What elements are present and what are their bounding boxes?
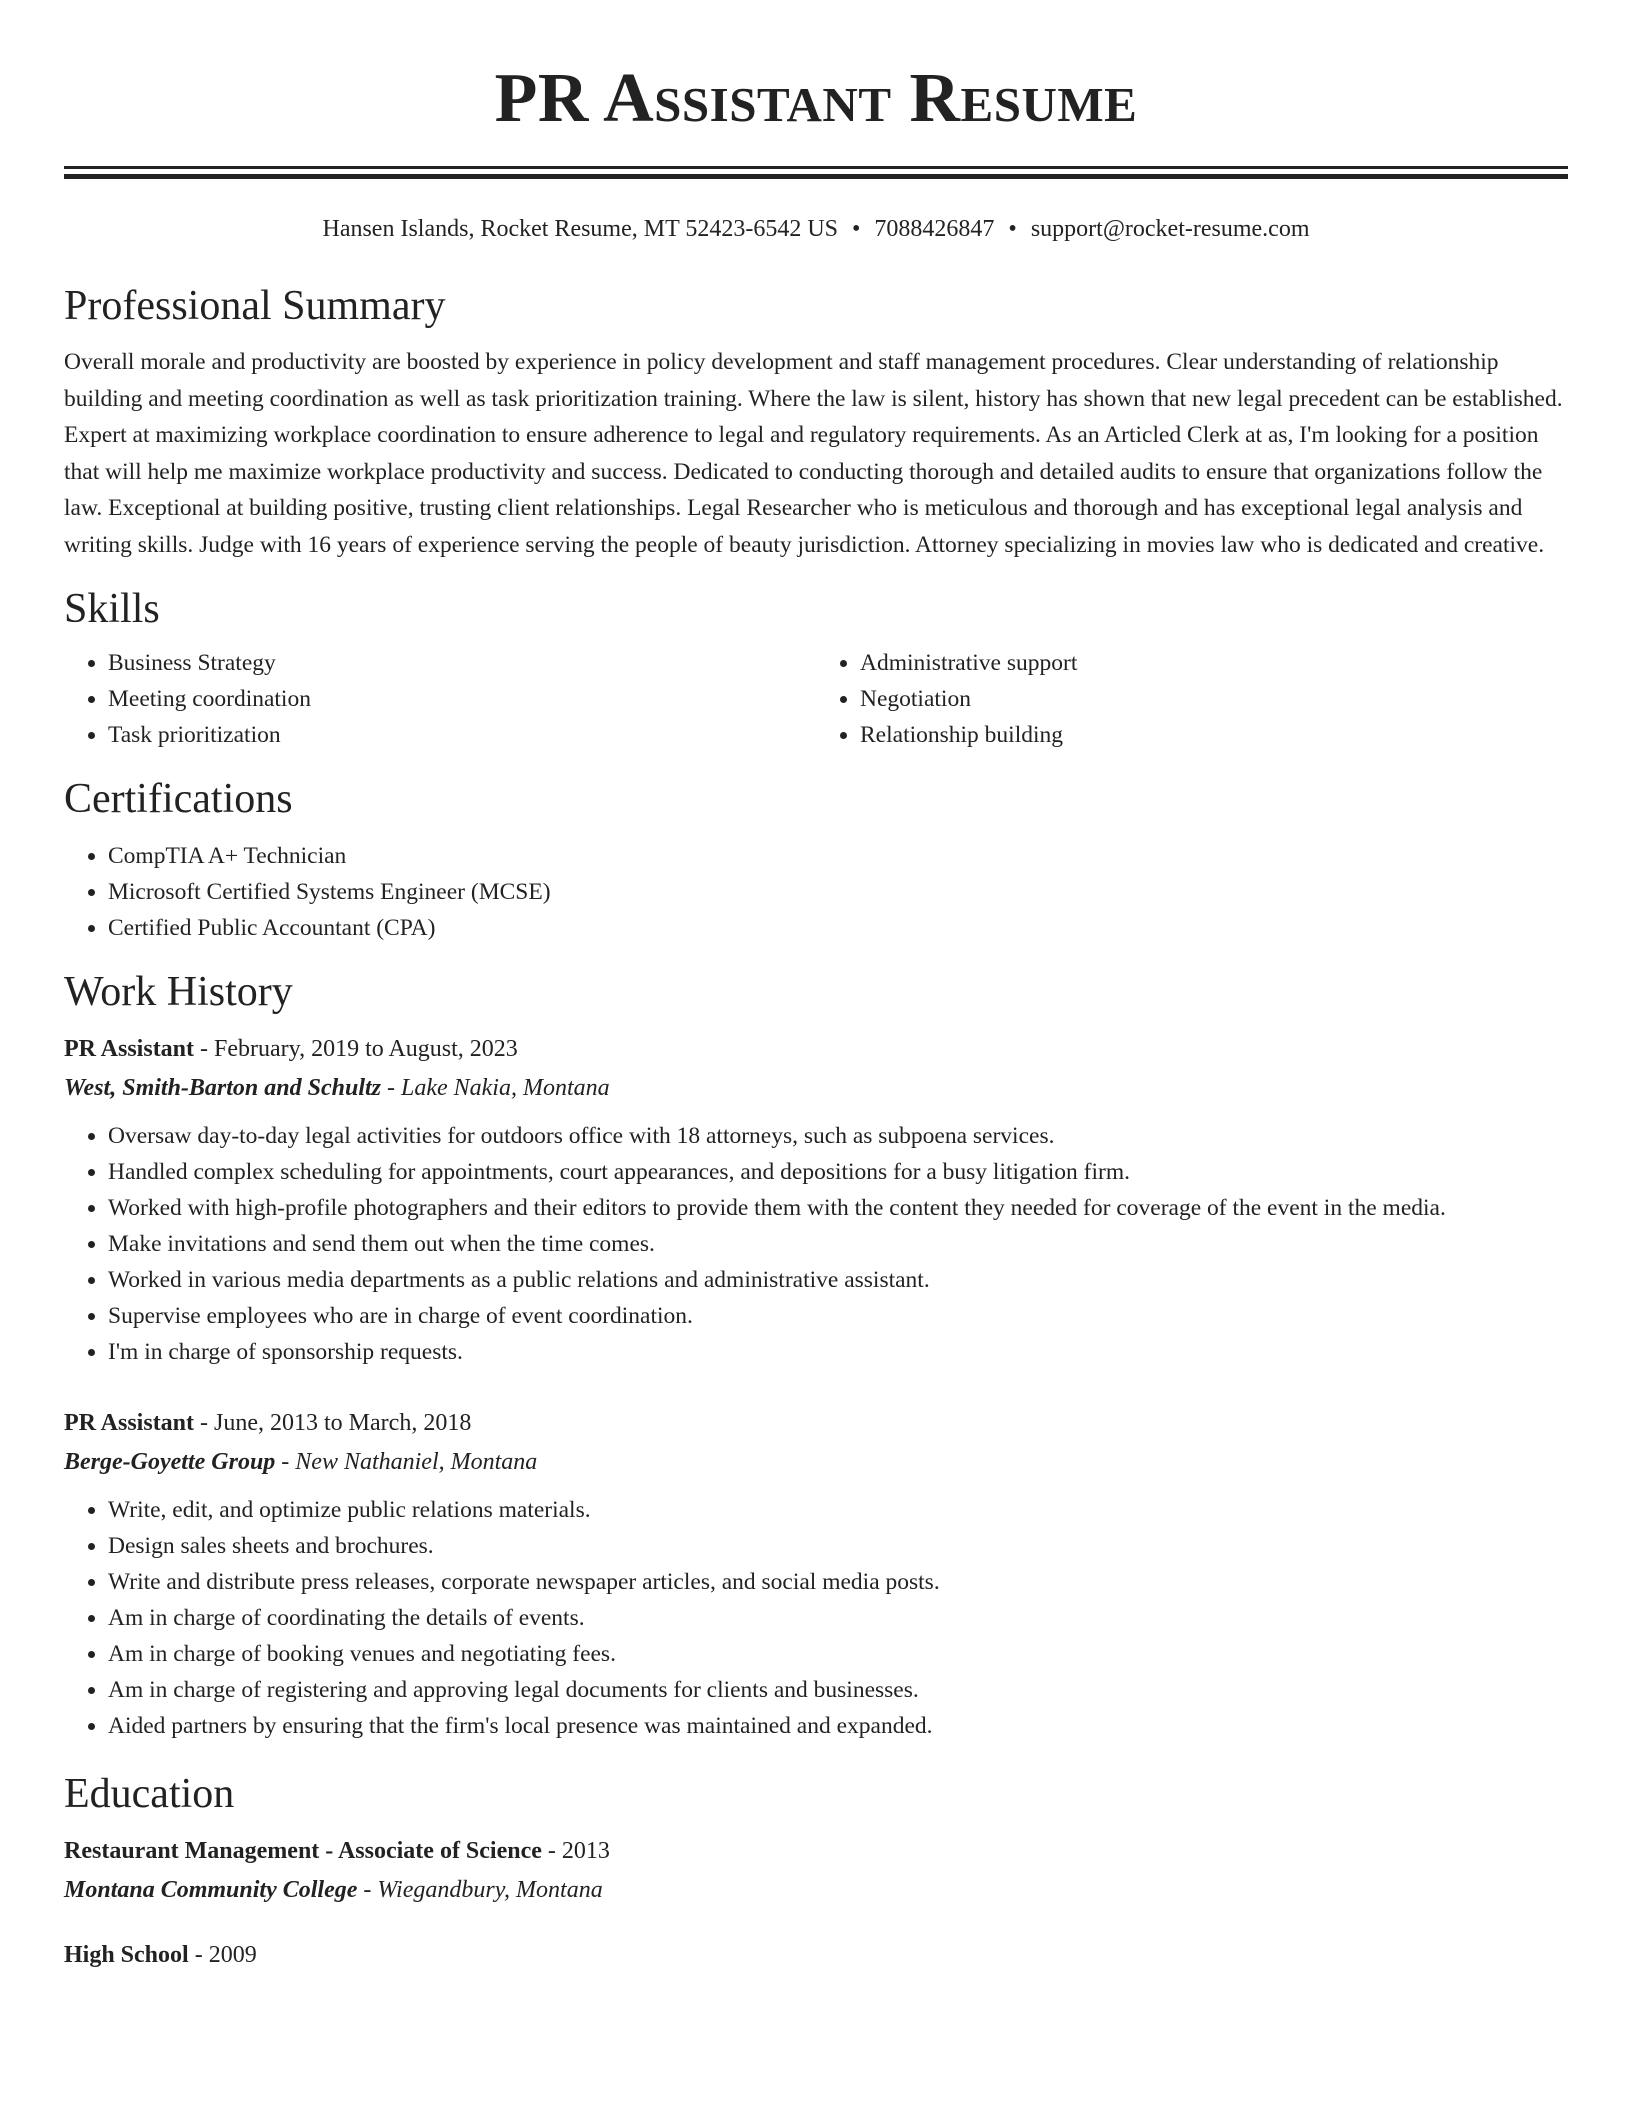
education-location: - Wiegandbury, Montana: [357, 1877, 603, 1904]
certification-item: • CompTIA A+ Technician: [108, 838, 1568, 874]
contact-line: [64, 215, 1568, 244]
job-bullet: • Write, edit, and optimize public relations materials.: [108, 1492, 1568, 1528]
job-company-line: [64, 1069, 1568, 1108]
contact-email: support@rocket-resume.com: [1030, 216, 1310, 242]
title-rule-thin: [64, 166, 1568, 169]
skill-item: • Relationship building: [860, 717, 1568, 753]
job-role-line: [64, 1030, 1568, 1069]
contact-phone: 7088426847: [874, 216, 995, 242]
job-title: PR Assistant: [64, 1409, 195, 1436]
education-degree: Restaurant Management - Associate of Science: [64, 1838, 542, 1865]
education-degree: High School: [64, 1942, 189, 1969]
education-heading: Education: [64, 1770, 235, 1817]
job-company: West, Smith-Barton and Schultz: [64, 1074, 381, 1101]
resume-title: PR Assistant Resume: [494, 60, 1138, 137]
job-location: - New Nathaniel, Montana: [275, 1448, 538, 1475]
education-school: Montana Community College: [64, 1877, 358, 1904]
contact-address: Hansen Islands, Rocket Resume, MT 52423-6542 US: [322, 216, 838, 242]
job-entry: [64, 1030, 1568, 1370]
job-bullet: • Supervise employees who are in charge of event coordination.: [108, 1298, 1568, 1334]
certifications-list: [64, 838, 1568, 946]
job-bullet: • Am in charge of registering and approving legal documents for clients and businesses.: [108, 1672, 1568, 1708]
job-dates: - June, 2013 to March, 2018: [194, 1409, 472, 1436]
certification-item: • Microsoft Certified Systems Engineer (MCSE): [108, 874, 1568, 910]
skill-item: • Business Strategy: [108, 645, 816, 681]
job-bullet: • Write and distribute press releases, corporate newspaper articles, and social media posts.: [108, 1564, 1568, 1600]
job-bullet: • Oversaw day-to-day legal activities for outdoors office with 18 attorneys, such as subpoena services.: [108, 1118, 1568, 1154]
job-location: - Lake Nakia, Montana: [381, 1074, 610, 1101]
job-bullet: • I'm in charge of sponsorship requests.: [108, 1334, 1568, 1370]
education-school-line: [64, 1871, 1568, 1910]
job-bullet: • Aided partners by ensuring that the firm's local presence was maintained and expanded.: [108, 1708, 1568, 1744]
job-bullet: • Make invitations and send them out when the time comes.: [108, 1226, 1568, 1262]
contact-separator: •: [852, 216, 861, 242]
job-bullet: • Worked with high-profile photographers and their editors to provide them with the content they needed for coverage of the event in the media.: [108, 1190, 1568, 1226]
job-bullet: • Design sales sheets and brochures.: [108, 1528, 1568, 1564]
education-year: - 2013: [541, 1838, 610, 1865]
education-entry: [64, 1832, 1568, 1910]
job-title: PR Assistant: [64, 1035, 195, 1062]
job-bullet: • Worked in various media departments as a public relations and administrative assistant.: [108, 1262, 1568, 1298]
summary-text: Overall morale and productivity are boosted by experience in policy development and staff management procedures. Clear understanding of relationship building and meeting coordination as well as task prioritization training. Where the law is silent, history has shown that new legal precedent can be established. Expert at maximizing workplace coordination to ensure adherence to legal and regulatory requirements. As an Articled Clerk at as, I'm looking for a position that will help me maximize workplace productivity and success. Dedicated to conducting thorough and detailed audits to ensure that organizations follow the law. Exceptional at building positive, trusting client relationships. Legal Researcher who is meticulous and thorough and has exceptional legal analysis and writing skills. Judge with 16 years of experience serving the people of beauty jurisdiction. Attorney specializing in movies law who is dedicated and creative.: [64, 349, 1563, 558]
skills-list: [64, 645, 1568, 753]
title-rule-thick: [64, 174, 1568, 179]
job-entry: [64, 1404, 1568, 1744]
skills-heading: Skills: [64, 586, 160, 633]
work-history-heading: Work History: [64, 968, 293, 1015]
job-bullets: [64, 1492, 1568, 1744]
skill-item: • Administrative support: [860, 645, 1568, 681]
skill-item: • Negotiation: [860, 681, 1568, 717]
job-bullets: [64, 1118, 1568, 1370]
education-degree-line: [64, 1832, 1568, 1871]
job-dates: - February, 2019 to August, 2023: [194, 1035, 518, 1062]
job-role-line: [64, 1404, 1568, 1443]
skill-item: • Meeting coordination: [108, 681, 816, 717]
job-company-line: [64, 1443, 1568, 1482]
education-entry: [64, 1936, 1568, 1975]
skills-column-right: [816, 645, 1568, 753]
job-company: Berge-Goyette Group: [64, 1448, 276, 1475]
summary-heading: Professional Summary: [64, 282, 446, 329]
job-bullet: • Handled complex scheduling for appointments, court appearances, and depositions for a busy litigation firm.: [108, 1154, 1568, 1190]
skill-item: • Task prioritization: [108, 717, 816, 753]
job-bullet: • Am in charge of coordinating the details of events.: [108, 1600, 1568, 1636]
contact-separator: •: [1008, 216, 1017, 242]
certification-item: • Certified Public Accountant (CPA): [108, 910, 1568, 946]
skills-column-left: [64, 645, 816, 753]
job-bullet: • Am in charge of booking venues and negotiating fees.: [108, 1636, 1568, 1672]
education-degree-line: [64, 1936, 1568, 1975]
certifications-heading: Certifications: [64, 776, 293, 823]
education-year: - 2009: [188, 1942, 257, 1969]
